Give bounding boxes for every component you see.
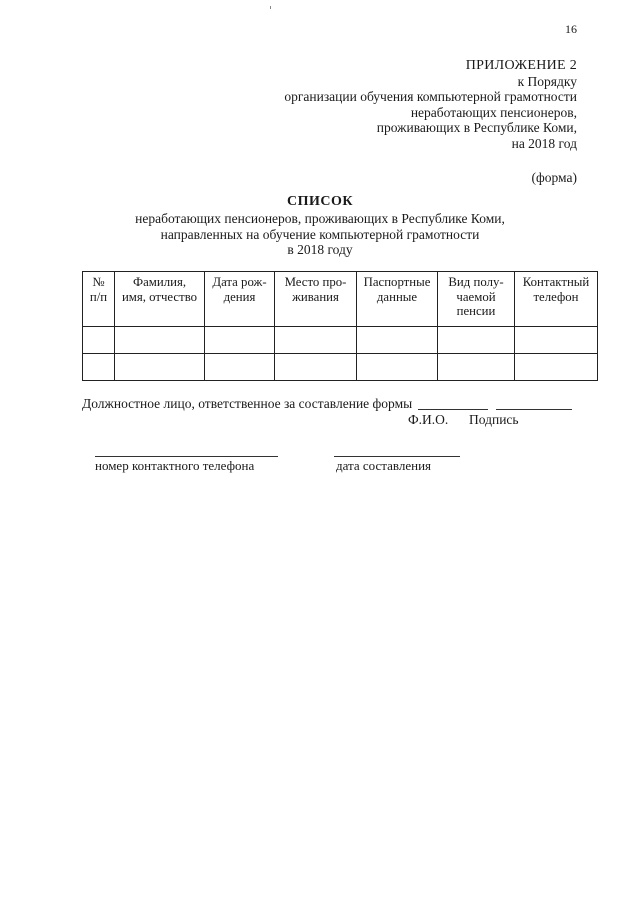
table-row: [83, 327, 598, 354]
fio-label: Ф.И.О.: [408, 412, 449, 427]
header-text: чаемой: [456, 289, 496, 304]
appendix-line: организации обучения компьютерной грамотности: [284, 89, 577, 104]
table-header-row: [83, 272, 598, 327]
phone-line: [95, 444, 278, 457]
header-text: №: [92, 275, 105, 289]
header-text: Дата рож-: [212, 275, 267, 289]
subtitle-line: неработающих пенсионеров, проживающих в Республике Коми,: [135, 211, 505, 226]
header-text: телефон: [533, 289, 579, 304]
appendix-line: к Порядку: [517, 73, 577, 89]
table-row: [83, 354, 598, 381]
header-text: Фамилия,: [132, 275, 187, 289]
column-header-residence: [275, 272, 357, 327]
header-text: пенсии: [456, 304, 496, 318]
appendix-line: проживающих в Республике Коми,: [376, 120, 577, 135]
table-cell: [83, 327, 115, 354]
document-subtitle: [0, 211, 640, 258]
table-cell: [515, 327, 598, 354]
appendix-block: [284, 58, 577, 151]
column-header-pension-type: [438, 272, 515, 327]
form-note: (форма): [531, 170, 577, 185]
header-text: живания: [292, 289, 339, 304]
table-cell: [357, 327, 438, 354]
fio-line: [418, 396, 488, 410]
column-header-number: [83, 272, 115, 327]
table-cell: [438, 354, 515, 381]
signature-line: [496, 396, 572, 410]
date-label: дата составления: [336, 458, 431, 473]
subtitle-line: направленных на обучение компьютерной грамотности: [160, 226, 480, 242]
phone-number-label: номер контактного телефона: [95, 458, 255, 473]
table-cell: [115, 354, 205, 381]
date-line: [334, 444, 460, 457]
table-cell: [205, 354, 275, 381]
header-text: дения: [223, 289, 256, 304]
header-text: Вид полу-: [448, 275, 504, 289]
header-text: Контактный: [522, 275, 590, 289]
column-header-phone: [515, 272, 598, 327]
header-text: Паспортные: [363, 275, 431, 289]
appendix-line: неработающих пенсионеров,: [410, 104, 577, 120]
appendix-line: на 2018 год: [511, 135, 577, 151]
table-cell: [357, 354, 438, 381]
column-header-full-name: [115, 272, 205, 327]
pensioners-table: [82, 271, 598, 381]
subtitle-line: в 2018 году: [287, 242, 353, 257]
column-header-passport: [357, 272, 438, 327]
header-text: Место про-: [284, 275, 347, 289]
column-header-birth-date: [205, 272, 275, 327]
signature-label: Должностное лицо, ответственное за составление формы: [82, 396, 413, 411]
appendix-heading: ПРИЛОЖЕНИЕ 2: [465, 58, 577, 73]
document-title: СПИСОК: [286, 194, 354, 209]
table-cell: [438, 327, 515, 354]
signature-caption: Подпись: [469, 412, 519, 427]
page-number: 16: [565, 22, 577, 36]
table-cell: [515, 354, 598, 381]
table-cell: [115, 327, 205, 354]
table-cell: [275, 354, 357, 381]
header-text: данные: [376, 289, 418, 304]
table-cell: [83, 354, 115, 381]
header-text: имя, отчество: [121, 289, 198, 304]
table-cell: [275, 327, 357, 354]
header-text: п/п: [89, 289, 108, 304]
scan-artifact-mark: [270, 6, 271, 9]
table-cell: [205, 327, 275, 354]
